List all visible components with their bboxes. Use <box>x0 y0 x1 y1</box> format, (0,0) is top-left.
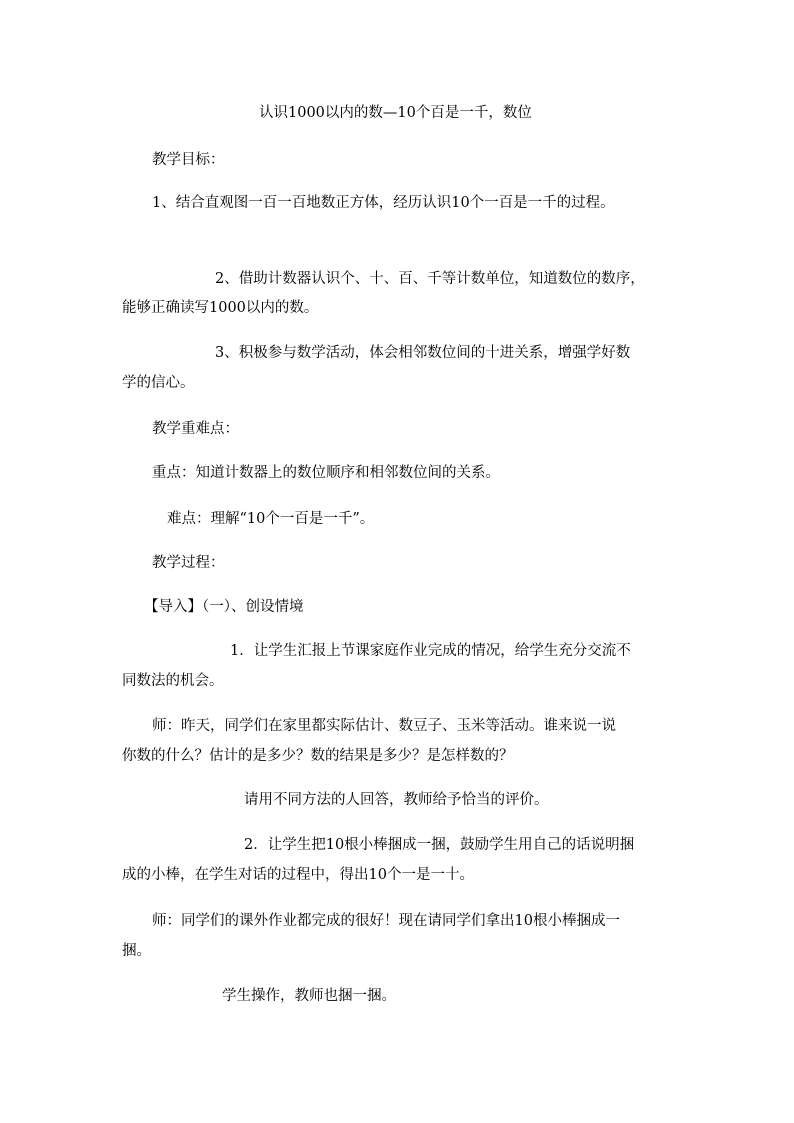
goal-3-line-2: 学的信心。 <box>122 375 195 391</box>
answer-note: 请用不同方法的人回答，教师给予恰当的评价。 <box>244 792 549 808</box>
goal-1: 1、结合直观图一百一百地数正方体，经历认识10个一百是一千的过程。 <box>152 195 615 211</box>
goal-2-line-2: 能够正确读写1000以内的数。 <box>122 300 319 316</box>
step-1-line-1: 1．让学生汇报上节课家庭作业完成的情况，给学生充分交流不 <box>230 643 631 659</box>
step-2-line-1: 2．让学生把10根小棒捆成一捆，鼓励学生用自己的话说明捆 <box>244 837 635 853</box>
teacher-1-line-2: 你数的什么？估计的是多少？数的结果是多少？是怎样数的？ <box>122 748 514 764</box>
step-1-line-2: 同数法的机会。 <box>122 673 224 689</box>
difficult-point: 难点：理解“10个一百是一千”。 <box>167 511 375 527</box>
process-heading: 教学过程： <box>152 555 225 571</box>
key-points-heading: 教学重难点： <box>152 421 239 437</box>
student-operation: 学生操作，教师也捆一捆。 <box>222 988 396 1004</box>
key-point: 重点：知道计数器上的数位顺序和相邻数位间的关系。 <box>152 465 500 481</box>
teacher-2-line-2: 捆。 <box>122 943 151 959</box>
teacher-2-line-1: 师：同学们的课外作业都完成的很好！现在请同学们拿出10根小棒捆成一 <box>152 913 620 929</box>
goal-3-line-1: 3、积极参与数学活动，体会相邻数位间的十进关系，增强学好数 <box>215 345 631 361</box>
page-title: 认识1000以内的数—10个百是一千，数位 <box>259 105 532 121</box>
goal-2-line-1: 2、借助计数器认识个、十、百、千等计数单位，知道数位的数序， <box>215 271 645 287</box>
goals-heading: 教学目标： <box>152 152 225 168</box>
teacher-1-line-1: 师：昨天，同学们在家里都实际估计、数豆子、玉米等活动。谁来说一说 <box>152 718 616 734</box>
intro-heading: 【导入】（一）、创设情境 <box>144 599 304 615</box>
step-2-line-2: 成的小棒，在学生对话的过程中，得出10个一是一十。 <box>122 867 474 883</box>
